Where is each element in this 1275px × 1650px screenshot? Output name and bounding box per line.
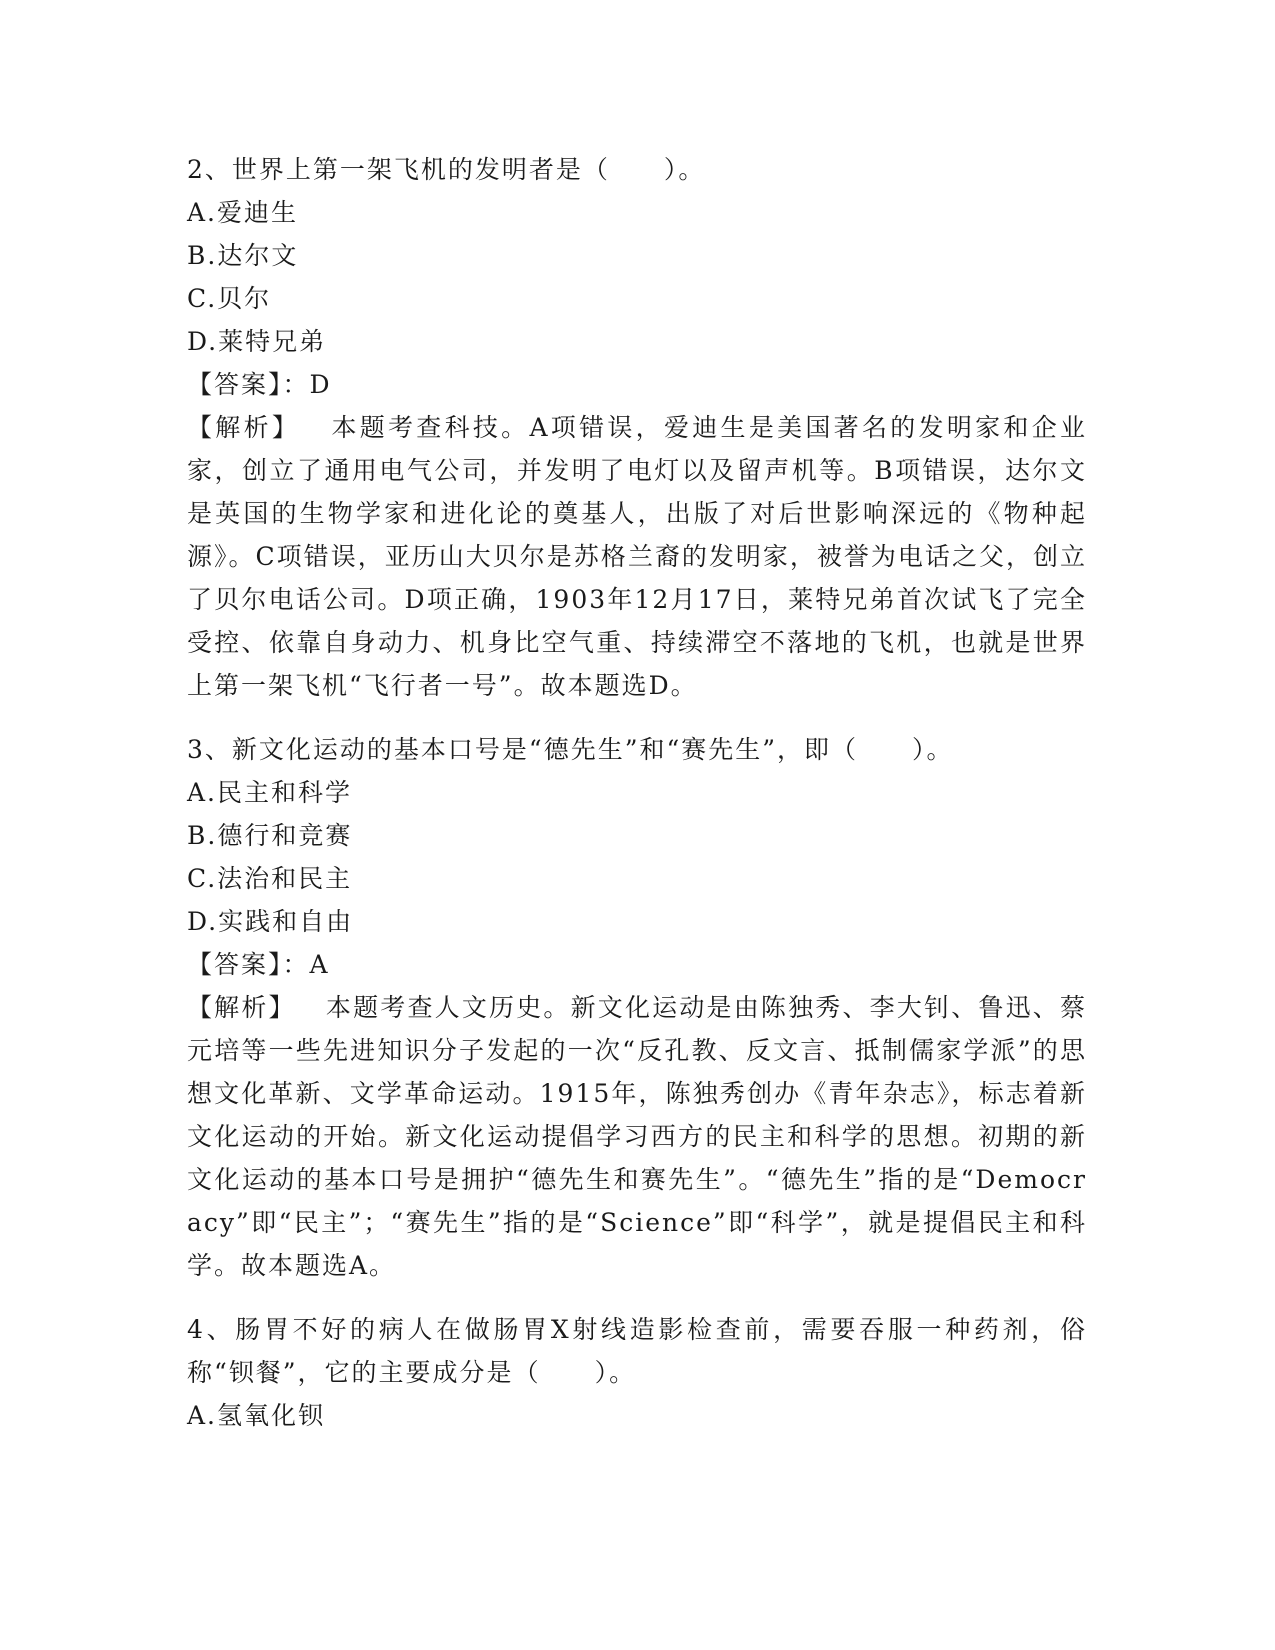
answer-label: 【答案】： — [187, 950, 310, 979]
document-page — [187, 148, 1087, 1437]
question-2 — [187, 148, 1087, 707]
answer-line — [187, 363, 1087, 406]
option-d: D.莱特兄弟 — [187, 327, 327, 356]
question-3 — [187, 728, 1087, 1287]
question-stem: 3、新文化运动的基本口号是“德先生”和“赛先生”，即（ ）。 — [187, 735, 954, 764]
option-b: B.达尔文 — [187, 241, 299, 270]
answer-line — [187, 943, 1087, 986]
answer-label: 【答案】： — [187, 370, 310, 399]
option-a: A.爱迪生 — [187, 198, 299, 227]
option-d: D.实践和自由 — [187, 907, 354, 936]
option-a: A.民主和科学 — [187, 778, 353, 807]
question-4 — [187, 1308, 1087, 1437]
analysis-text: 本题考查科技。A项错误，爱迪生是美国著名的发明家和企业家，创立了通用电气公司，并发明了电灯以及留声机等。B项错误，达尔文是英国的生物学家和进化论的奠基人，出版了对后世影响深远的《物种起源》。C项错误，亚历山大贝尔是苏格兰裔的发明家，被誉为电话之父，创立了贝尔电话公司。D项正确，1903年12月17日，莱特兄弟首次试飞了完全受控、依靠自身动力、机身比空气重、持续滞空不落地的飞机，也就是世界上第一架飞机“飞行者一号”。故本题选D。 — [187, 413, 1087, 700]
option-c: C.法治和民主 — [187, 864, 353, 893]
analysis-text: 本题考查人文历史。新文化运动是由陈独秀、李大钊、鲁迅、蔡元培等一些先进知识分子发起的一次“反孔教、反文言、抵制儒家学派”的思想文化革新、文学革命运动。1915年，陈独秀创办《青年杂志》，标志着新文化运动的开始。新文化运动提倡学习西方的民主和科学的思想。初期的新文化运动的基本口号是拥护“德先生和赛先生”。“德先生”指的是“Democracy”即“民主”；“赛先生”指的是“Science”即“科学”，就是提倡民主和科学。故本题选A。 — [187, 993, 1087, 1280]
answer-value: D — [309, 370, 332, 399]
option-b: B.德行和竞赛 — [187, 821, 353, 850]
analysis-label: 【解析】 — [187, 413, 301, 442]
analysis-paragraph — [187, 406, 1087, 707]
analysis-label: 【解析】 — [187, 993, 296, 1022]
option-c: C.贝尔 — [187, 284, 272, 313]
option-a: A.氢氧化钡 — [187, 1401, 326, 1430]
question-stem: 4、肠胃不好的病人在做肠胃X射线造影检查前，需要吞服一种药剂，俗称“钡餐”，它的主要成分是（ ）。 — [187, 1315, 1087, 1387]
question-stem: 2、世界上第一架飞机的发明者是（ ）。 — [187, 155, 706, 184]
answer-value: A — [309, 950, 330, 979]
analysis-paragraph — [187, 986, 1087, 1287]
